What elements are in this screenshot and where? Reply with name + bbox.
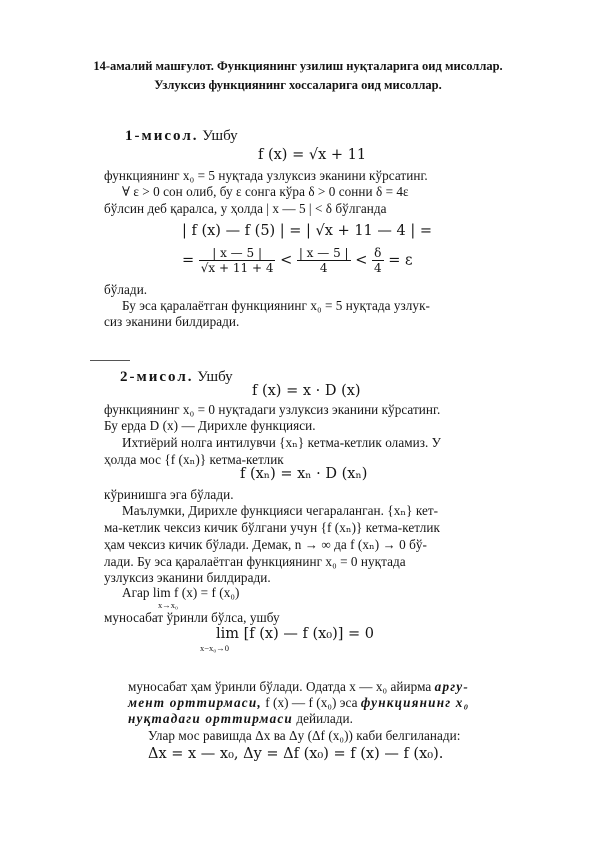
example-2-formula-3: lim [f (x) — f (x₀)] = 0 — [216, 626, 375, 642]
example-2-line-14: мент орттирмаси, f (x) — f (x₀) эса функциянинг x₀ — [128, 695, 470, 710]
term-function: функциянинг x₀ — [360, 695, 470, 710]
title-line-1: 14-амалий машғулот. Функциянинг узилиш нуқталарига оид мисоллар. — [93, 59, 503, 73]
example-2-ushbu: Ушбу — [197, 369, 233, 385]
term-argument: аргу- — [434, 679, 469, 694]
fraction-1: $\frac{| x — 5 |}{√x + 11 + 4}$ — [200, 246, 274, 275]
term-argument-increment: мент орттирмаси, — [128, 695, 262, 710]
example-2-formula: f (x) = x · D (x) — [252, 383, 361, 399]
example-2-line-8: ҳам чексиз кичик бўлади. Демак, n → ∞ да f (xₙ) → 0 бў- — [104, 537, 427, 552]
example-2-line-1: функциянинг x₀ = 0 нуқтадаги узлуксиз эканини кўрсатинг. — [104, 402, 441, 417]
example-2-line-7: ма-кетлик чексиз кичик бўлгани учун {f (xₙ)} кетма-кетлик — [104, 520, 440, 535]
example-2-line-12: муносабат ўринли бўлса, ушбу — [104, 610, 280, 625]
fraction-3: $\frac{\delta}{4}$ — [373, 246, 382, 275]
example-1-label: 1-мисол. — [125, 128, 199, 144]
example-1-equation-2: = $\frac{| x — 5 |}{√x + 11 + 4}$ < $\frac{| x — 5 |}{4}$ < $\frac{\delta}{4}$ = ε — [182, 246, 413, 275]
example-1-equation-1: | f (x) — f (5) | = | √x + 11 — 4 | = — [182, 223, 432, 239]
example-2-line-15: нуқтадаги орттирмаси дейилади. — [128, 711, 353, 726]
example-1-formula: f (x) = √x + 11 — [258, 147, 367, 163]
example-1-ushbu: Ушбу — [202, 128, 238, 144]
example-1-line-6: сиз эканини билдиради. — [104, 314, 240, 329]
example-2-heading — [120, 369, 233, 386]
example-2-formula-4: Δx = x — x₀, Δy = Δf (x₀) = f (x) — f (x₀). — [148, 746, 444, 762]
example-2-line-3: Ихтиёрий нолга интилувчи {xₙ} кетма-кетлик оламиз. У — [122, 435, 442, 450]
example-2-line-2: Бу ерда D (x) — Дирихле функцияси. — [104, 418, 316, 433]
example-2-line-5: кўринишга эга бўлади. — [104, 487, 234, 502]
example-1-line-4: бўлади. — [104, 282, 148, 297]
example-1-line-1: функциянинг x₀ = 5 нуқтада узлуксиз эканини кўрсатинг. — [104, 168, 428, 183]
example-2-line-10: узлуксиз эканини билдиради. — [104, 570, 271, 585]
example-2-line-13: муносабат ҳам ўринли бўлади. Одатда x — x₀ айирма аргу- — [128, 679, 469, 694]
title-line-2: Узлуксиз функциянинг хоссаларига оид мисоллар. — [154, 78, 442, 92]
divider — [90, 360, 130, 361]
example-2-line-16: Улар мос равишда Δx ва Δy (Δf (x₀)) каби белгиланади: — [148, 728, 461, 743]
example-2-line-9: лади. Бу эса қаралаётган функциянинг x₀ = 0 нуқтада — [104, 554, 406, 569]
example-1-line-3: бўлсин деб қаралса, у ҳолда | x — 5 | < δ бўлганда — [104, 201, 387, 216]
example-2-formula-2: f (xₙ) = xₙ · D (xₙ) — [240, 466, 368, 482]
example-1-heading — [125, 128, 238, 145]
example-1-line-2: ∀ ε > 0 сон олиб, бу ε сонга кўра δ > 0 сонни δ = 4ε — [122, 184, 409, 199]
example-2-line-4: ҳолда мос {f (xₙ)} кетма-кетлик — [104, 452, 284, 467]
term-function-increment: нуқтадаги орттирмаси — [128, 711, 293, 726]
limit-subscript-2: x−x₀→0 — [200, 643, 230, 653]
example-2-line-6: Маълумки, Дирихле функцияси чегараланган. {xₙ} кет- — [122, 503, 439, 518]
example-1-line-5: Бу эса қаралаётган функциянинг x₀ = 5 нуқтада узлук- — [122, 298, 430, 313]
example-2-label: 2-мисол. — [120, 369, 194, 385]
limit-subscript-1: x→x₀ — [158, 600, 178, 610]
fraction-2: $\frac{| x — 5 |}{4}$ — [298, 246, 349, 275]
example-2-line-11: Агар lim f (x) = f (x₀) — [122, 585, 240, 600]
